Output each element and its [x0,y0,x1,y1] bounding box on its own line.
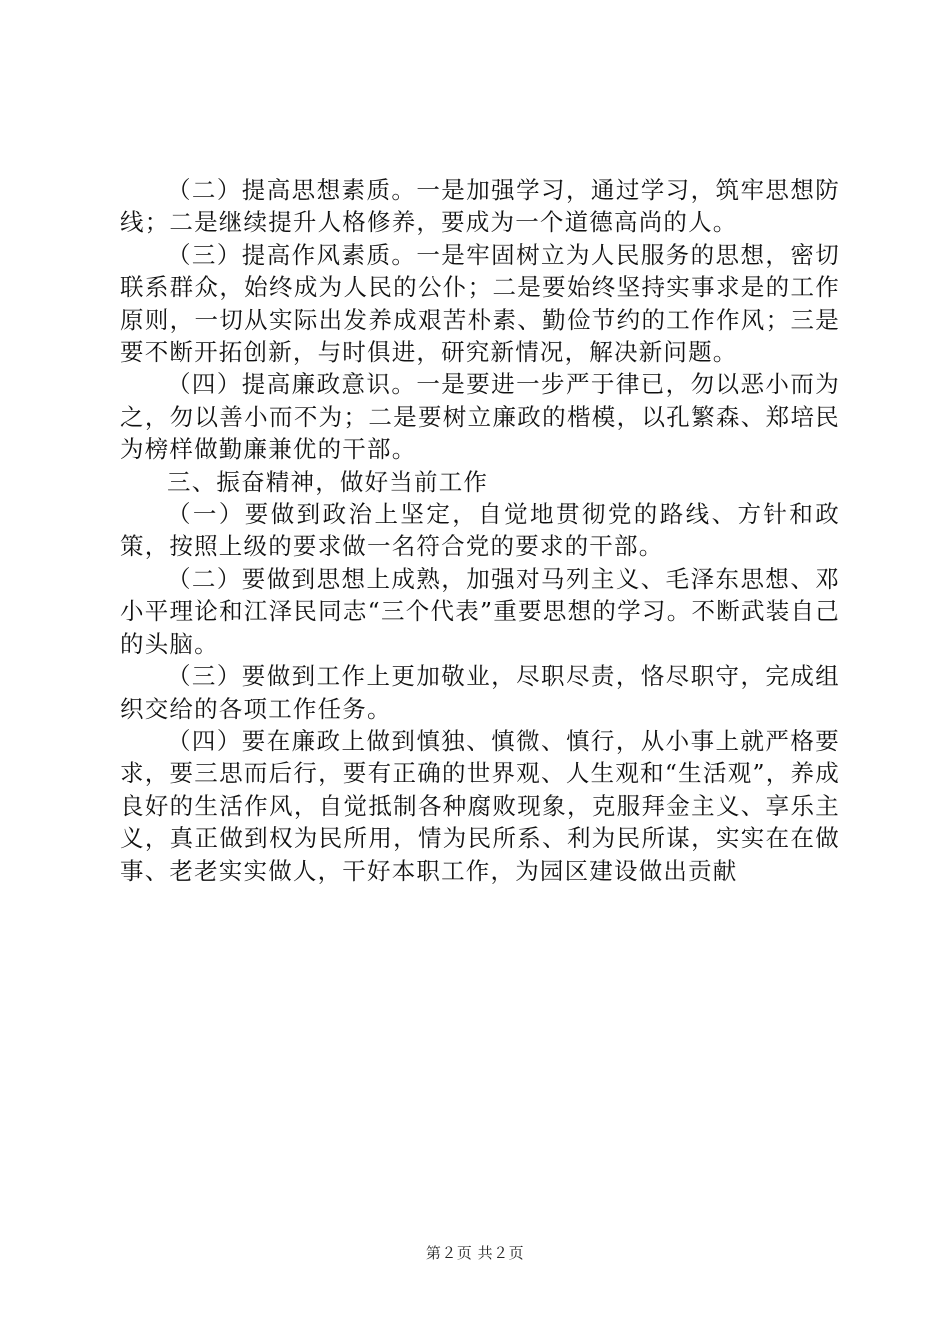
paragraph-improve-thought: （二）提高思想素质。一是加强学习，通过学习，筑牢思想防线；二是继续提升人格修养，要成为一个道德高尚的人。 [120,176,840,237]
document-body [120,174,840,887]
section-heading-three: 三、振奋精神，做好当前工作 [167,467,489,496]
paragraph-political-firm: （一）要做到政治上坚定，自觉地贯彻党的路线、方针和政策，按照上级的要求做一名符合党的要求的干部。 [120,500,840,561]
page-number-footer: 第２页 共２页 [425,1244,525,1262]
paragraph-dedicated-work: （三）要做到工作上更加敬业，尽职尽责，恪尽职守，完成组织交给的各项工作任务。 [120,662,840,723]
paragraph-mature-thinking: （二）要做到思想上成熟，加强对马列主义、毛泽东思想、邓小平理论和江泽民同志“三个代表”重要思想的学习。不断武装自己的头脑。 [120,564,840,658]
paragraph-clean-governance: （四）要在廉政上做到慎独、慎微、慎行，从小事上就严格要求，要三思而后行，要有正确的世界观、人生观和“生活观”，养成良好的生活作风，自觉抵制各种腐败现象，克服拜金主义、享乐主义，真正做到权为民所用，情为民所系、利为民所谋，实实在在做事、老老实实做人，干好本职工作，为园区建设做出贡献 [120,726,840,885]
paragraph-improve-style: （三）提高作风素质。一是牢固树立为人民服务的思想，密切联系群众，始终成为人民的公仆；二是要始终坚持实事求是的工作原则，一切从实际出发养成艰苦朴素、勤俭节约的工作作风；三是要不断开拓创新，与时俱进，研究新情况，解决新问题。 [120,240,840,367]
paragraph-integrity-awareness: （四）提高廉政意识。一是要进一步严于律已，勿以恶小而为之，勿以善小而不为；二是要树立廉政的楷模，以孔繁森、郑培民为榜样做勤廉兼优的干部。 [120,370,840,464]
